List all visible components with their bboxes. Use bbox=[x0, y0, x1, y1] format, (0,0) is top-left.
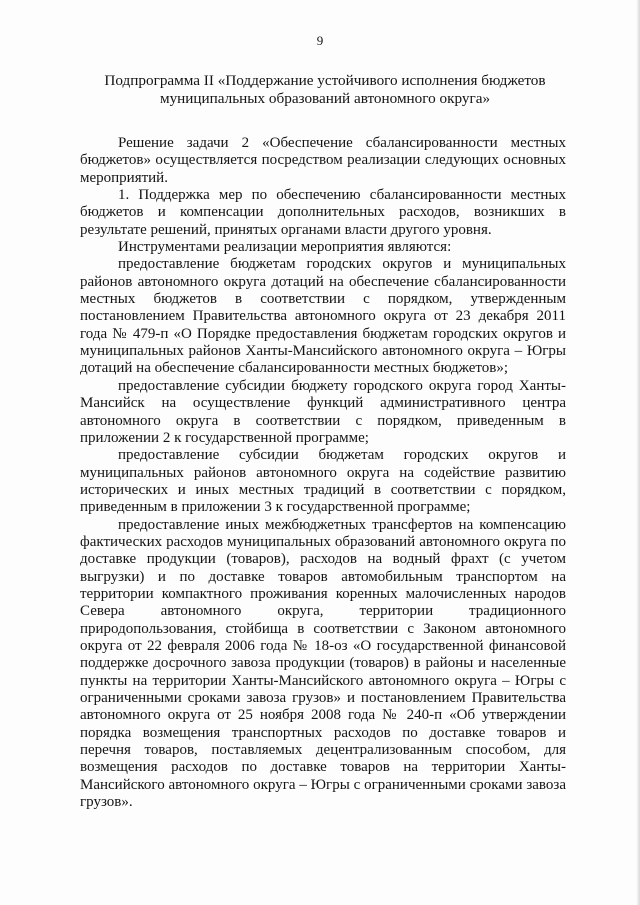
paragraph-transfers-delivery: предоставление иных межбюджетных трансфертов на компенсацию фактических расходов муниципальных образований автономного округа по доставке продукции (товаров), расходов на водный фрахт (с учетом выгрузки) и по доставке товаров автомобильным транспортом на территории компактного проживания коренных малочисленных народов Севера автономного округа, территории традиционного природопользования, стойбища в соответствии с Законом автономного округа от 22 февраля 2006 года № 18-оз «О государственной финансовой поддержке досрочного завоза продукции (товаров) в районы и населенные пункты на территории Ханты-Мансийского автономного округа – Югры с ограниченными сроками завоза грузов» и постановлением Правительства автономного округа от 25 ноября 2008 года № 240-п «Об утверждении порядка возмещения транспортных расходов по доставке товаров и перечня товаров, поставляемых децентрализованным способом, для возмещения расходов по доставке товаров на территории Ханты-Мансийского автономного округа – Югры с ограниченными сроками завоза грузов». bbox=[80, 516, 566, 811]
paragraph-task-2: Решение задачи 2 «Обеспечение сбалансированности местных бюджетов» осуществляется посредством реализации следующих основных мероприятий. bbox=[80, 135, 566, 186]
page-edge-shadow bbox=[636, 0, 640, 905]
subprogram-heading: Подпрограмма II «Поддержание устойчивого исполнения бюджетов муниципальных образований автономного округа» bbox=[104, 72, 546, 107]
body-text bbox=[80, 135, 566, 811]
page-number: 9 bbox=[316, 33, 324, 48]
paragraph-instruments: Инструментами реализации мероприятия являются: bbox=[118, 239, 452, 256]
paragraph-measure-1: 1. Поддержка мер по обеспечению сбалансированности местных бюджетов и компенсации дополнительных расходов, возникших в результате решений, принятых органами власти другого уровня. bbox=[80, 187, 566, 238]
paragraph-subsidy-capital: предоставление субсидии бюджету городского округа город Ханты-Мансийск на осуществление функций административного центра автономного округа в соответствии с порядком, приведенным в приложении 2 к государственной программе; bbox=[80, 377, 566, 446]
paragraph-subsidies-balancing: предоставление бюджетам городских округов и муниципальных районов автономного округа дотаций на обеспечение сбалансированности местных бюджетов в соответствии с порядком, утвержденным постановлением Правительства автономного округа от 23 декабря 2011 года № 479-п «О Порядке предоставления бюджетам городских округов и муниципальных районов Ханты-Мансийского автономного округа – Югры дотаций на обеспечение сбалансированности местных бюджетов»; bbox=[80, 256, 566, 377]
paragraph-subsidy-traditions: предоставление субсидии бюджетам городских округов и муниципальных районов автономного округа на содействие развитию исторических и иных местных традиций в соответствии с порядком, приведенным в приложении 3 к государственной программе; bbox=[80, 447, 566, 516]
